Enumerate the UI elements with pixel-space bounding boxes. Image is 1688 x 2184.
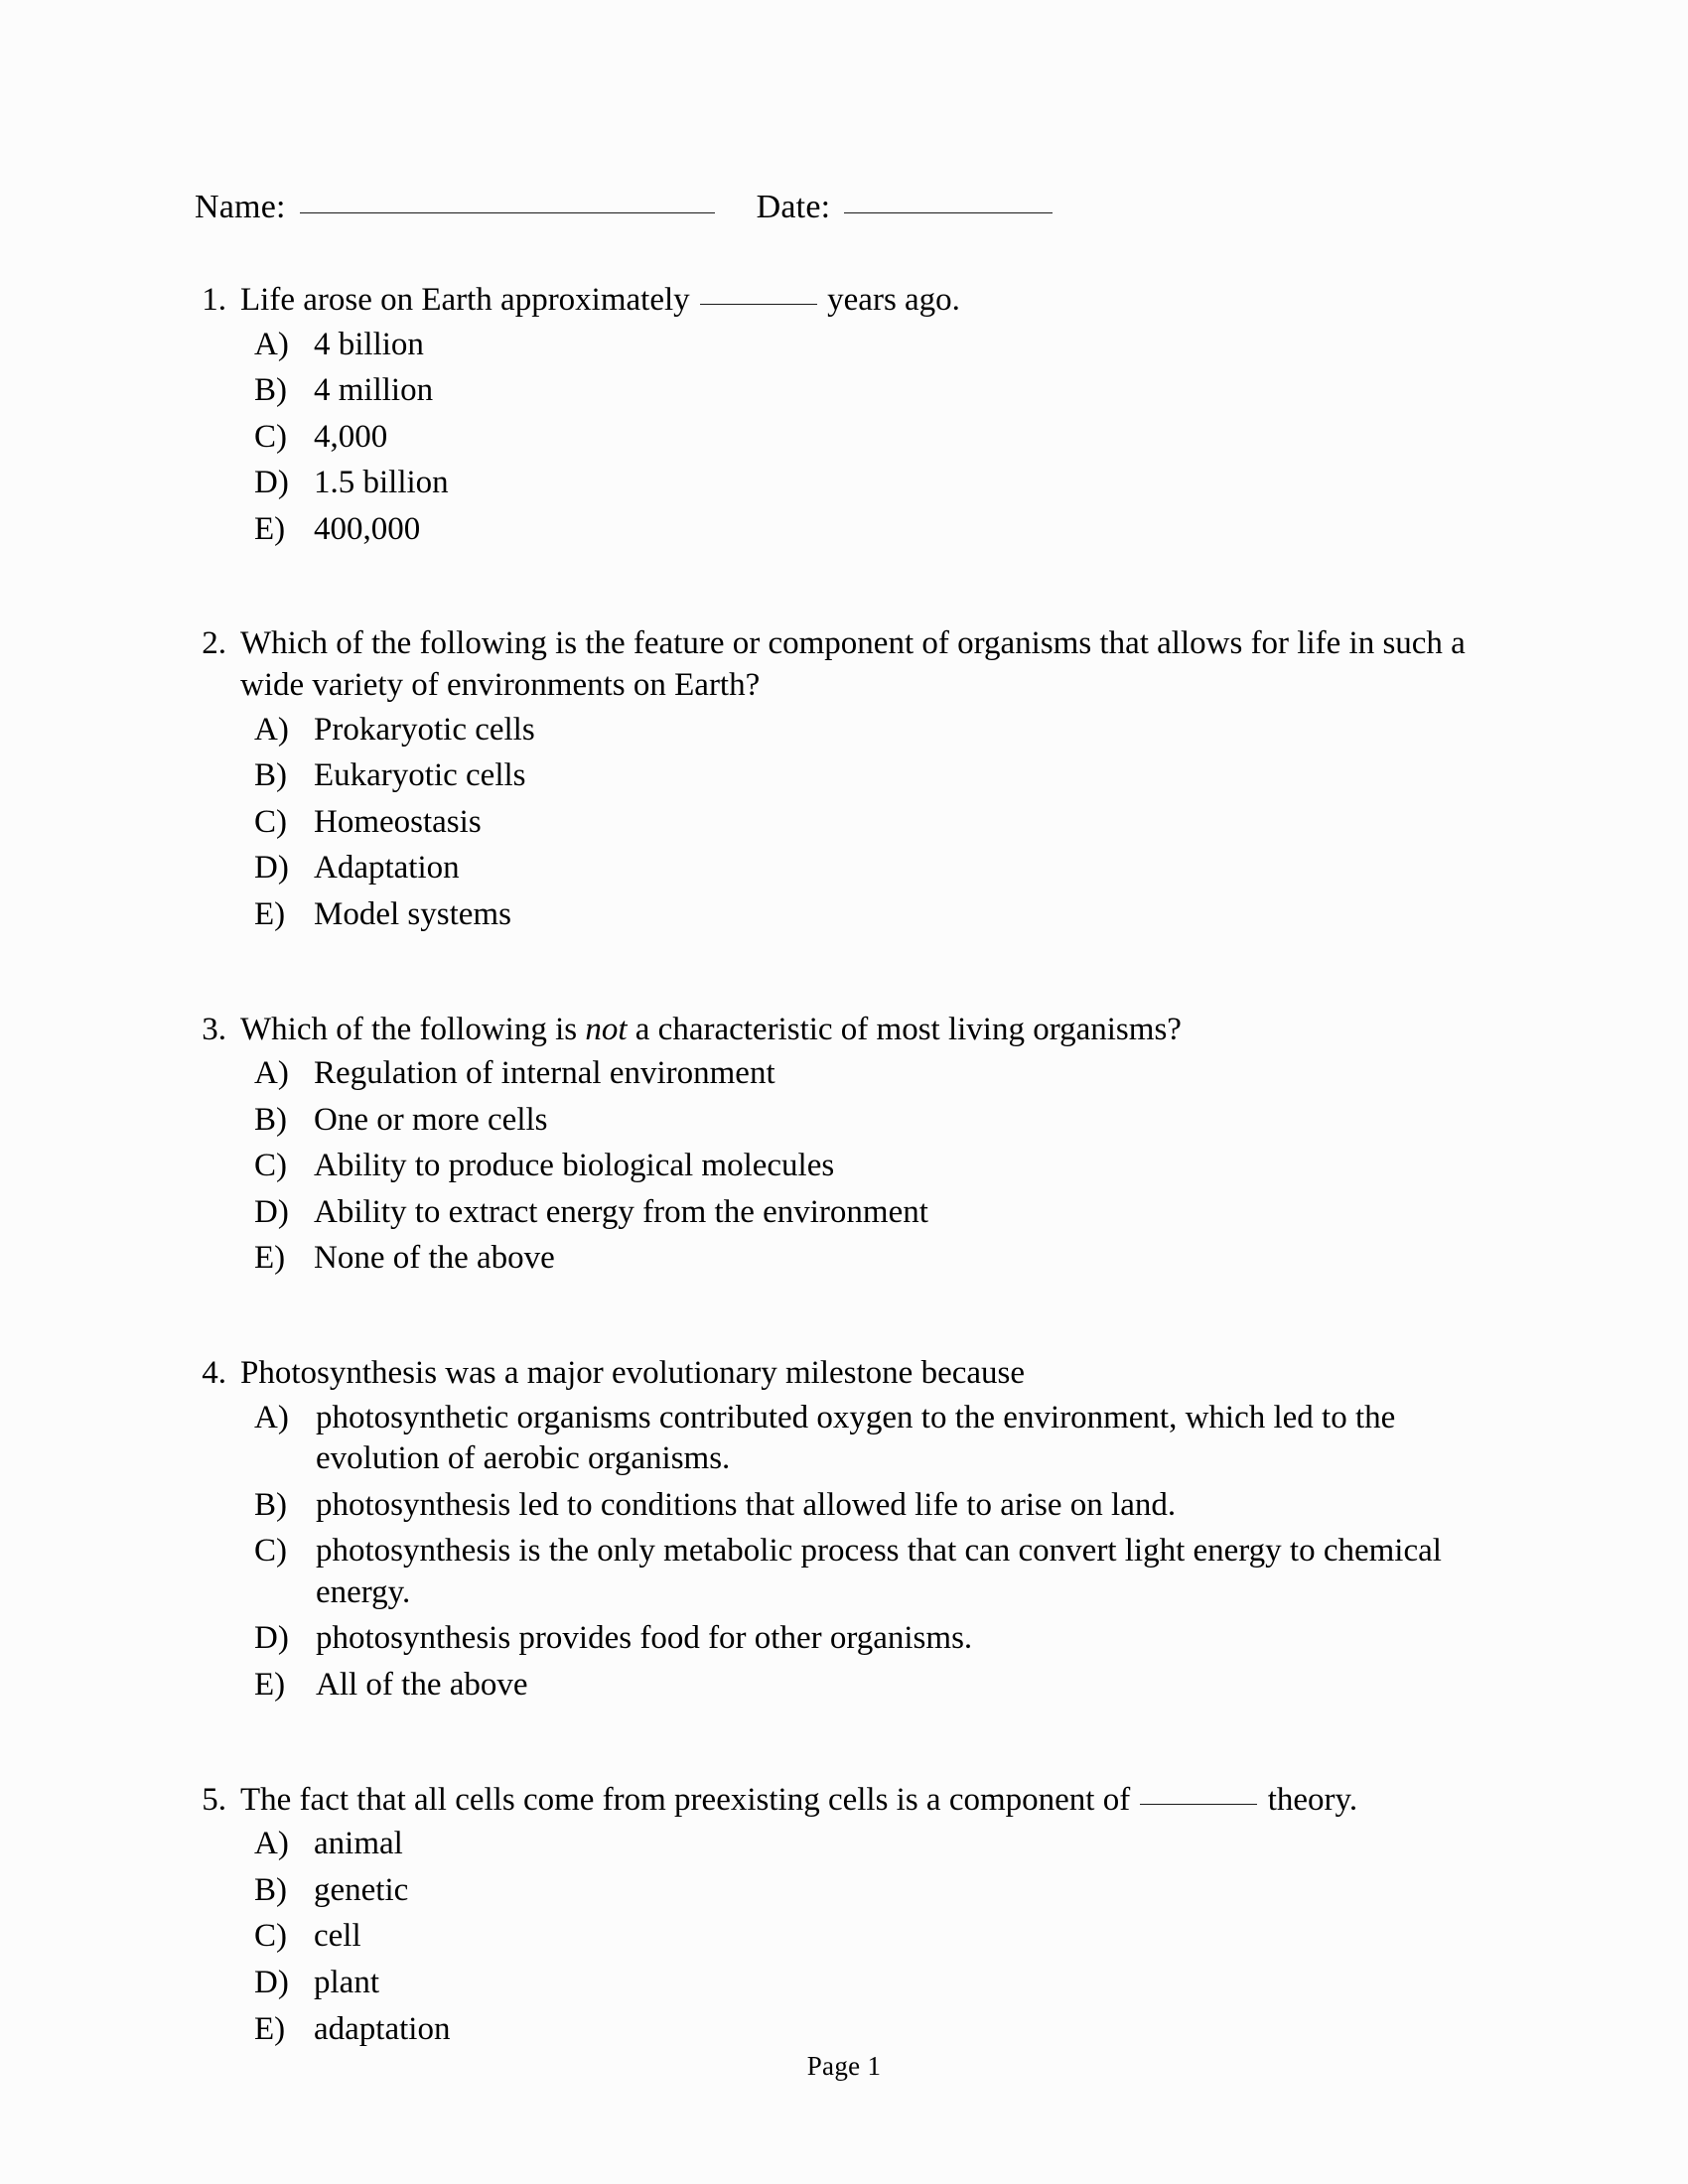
answer-blank-line[interactable] [1140, 1803, 1257, 1805]
name-blank-line[interactable] [300, 211, 715, 213]
question-stem-row [195, 280, 1505, 322]
option-text: Prokaryotic cells [314, 711, 535, 748]
option-text: plant [314, 1964, 379, 2000]
date-label: Date: [756, 189, 831, 225]
option-text: cell [314, 1918, 361, 1955]
option-text: genetic [314, 1871, 409, 1908]
option-letter: A) [254, 1055, 289, 1092]
question-text-after-blank: years ago. [818, 282, 960, 318]
option-letter: E) [254, 510, 286, 547]
question-number: 5. [202, 1781, 226, 1818]
option-text: photosynthesis is the only metabolic process that can convert light energy to chemical energy. [316, 1533, 1442, 1610]
option-b[interactable] [254, 1100, 1505, 1142]
option-text: 4,000 [314, 418, 388, 455]
option-text: 1.5 billion [314, 465, 449, 501]
option-letter: C) [254, 1918, 287, 1955]
option-letter: D) [254, 1964, 289, 2000]
option-text: photosynthesis led to conditions that allowed life to arise on land. [316, 1486, 1177, 1523]
option-c[interactable] [254, 1531, 1505, 1613]
question-number: 1. [202, 282, 226, 318]
question-text-before-blank: The fact that all cells come from preexisting cells is a component of [240, 1781, 1139, 1818]
option-letter: A) [254, 1826, 289, 1862]
option-letter: D) [254, 1620, 289, 1657]
option-letter: E) [254, 895, 286, 932]
option-text: photosynthesis provides food for other organisms. [316, 1620, 973, 1657]
option-c[interactable] [254, 417, 1505, 459]
question-number: 3. [202, 1011, 226, 1047]
option-letter: D) [254, 465, 289, 501]
option-text: Homeostasis [314, 803, 482, 840]
option-list [195, 710, 1505, 936]
option-letter: C) [254, 418, 287, 455]
option-text: One or more cells [314, 1101, 548, 1138]
option-text: Eukaryotic cells [314, 757, 526, 794]
option-e[interactable] [254, 1238, 1505, 1280]
question-4 [195, 1353, 1505, 1706]
student-info-header [195, 189, 1505, 225]
option-letter: C) [254, 1148, 287, 1184]
option-d[interactable] [254, 1192, 1505, 1234]
option-a[interactable] [254, 710, 1505, 751]
question-stem-row [195, 1780, 1505, 1822]
option-text: Regulation of internal environment [314, 1055, 775, 1092]
option-letter: A) [254, 711, 289, 748]
question-text-part2: a characteristic of most living organisms? [627, 1011, 1182, 1047]
option-letter: E) [254, 1667, 286, 1704]
option-letter: B) [254, 1101, 287, 1138]
question-text [240, 1010, 1505, 1051]
option-text: Ability to extract energy from the environment [314, 1193, 928, 1230]
question-5 [195, 1780, 1505, 2050]
question-1 [195, 280, 1505, 550]
name-label: Name: [195, 189, 286, 225]
option-list [195, 325, 1505, 551]
option-b[interactable] [254, 755, 1505, 797]
answer-blank-line[interactable] [700, 303, 817, 305]
option-a[interactable] [254, 325, 1505, 366]
option-a[interactable] [254, 1398, 1505, 1480]
option-text: None of the above [314, 1240, 555, 1277]
question-text-part1: Which of the following is [240, 1011, 586, 1047]
option-letter: B) [254, 757, 287, 794]
question-list [195, 280, 1505, 2055]
question-text-after-blank: theory. [1259, 1781, 1358, 1818]
page-footer: Page 1 [806, 2051, 882, 2081]
option-letter: A) [254, 1399, 289, 1435]
option-d[interactable] [254, 1618, 1505, 1660]
option-letter: D) [254, 850, 289, 887]
question-text-before-blank: Life arose on Earth approximately [240, 282, 698, 318]
option-letter: C) [254, 1533, 287, 1570]
option-c[interactable] [254, 802, 1505, 844]
option-text: 4 million [314, 372, 434, 409]
option-list [195, 1398, 1505, 1706]
option-a[interactable] [254, 1053, 1505, 1095]
date-blank-line[interactable] [844, 211, 1053, 213]
option-letter: E) [254, 2010, 286, 2047]
option-text: photosynthetic organisms contributed oxygen to the environment, which led to the evolution of aerobic organisms. [316, 1399, 1396, 1477]
question-3 [195, 1010, 1505, 1280]
option-list [195, 1824, 1505, 2050]
option-e[interactable] [254, 894, 1505, 936]
option-list [195, 1053, 1505, 1280]
question-text-emphasis: not [585, 1011, 628, 1047]
option-b[interactable] [254, 1485, 1505, 1527]
question-stem-row [195, 623, 1505, 706]
option-letter: E) [254, 1240, 286, 1277]
option-a[interactable] [254, 1824, 1505, 1865]
option-b[interactable] [254, 1870, 1505, 1912]
option-e[interactable] [254, 2009, 1505, 2051]
option-e[interactable] [254, 1665, 1505, 1706]
option-letter: B) [254, 1486, 287, 1523]
option-text: Adaptation [314, 850, 460, 887]
question-stem-row [195, 1353, 1505, 1395]
option-letter: B) [254, 372, 287, 409]
option-text: adaptation [314, 2010, 451, 2047]
question-2 [195, 623, 1505, 935]
option-letter: D) [254, 1193, 289, 1230]
question-stem-row [195, 1010, 1505, 1051]
question-text [240, 1780, 1505, 1822]
question-number: 2. [202, 625, 226, 662]
option-text: Ability to produce biological molecules [314, 1148, 835, 1184]
option-b[interactable] [254, 370, 1505, 412]
option-text: animal [314, 1826, 403, 1862]
question-text: Which of the following is the feature or component of organisms that allows for life in such a wide variety of environments on Earth? [240, 625, 1466, 704]
option-d[interactable] [254, 463, 1505, 504]
option-letter: C) [254, 803, 287, 840]
option-text: All of the above [316, 1667, 528, 1704]
option-letter: A) [254, 326, 289, 362]
option-c[interactable] [254, 1916, 1505, 1958]
option-d[interactable] [254, 1963, 1505, 2004]
question-text [240, 280, 1505, 322]
option-d[interactable] [254, 848, 1505, 889]
option-text: 4 billion [314, 326, 424, 362]
option-c[interactable] [254, 1146, 1505, 1187]
question-number: 4. [202, 1354, 226, 1391]
question-text: Photosynthesis was a major evolutionary milestone because [240, 1354, 1026, 1391]
option-e[interactable] [254, 509, 1505, 551]
option-letter: B) [254, 1871, 287, 1908]
option-text: Model systems [314, 895, 511, 932]
option-text: 400,000 [314, 510, 421, 547]
